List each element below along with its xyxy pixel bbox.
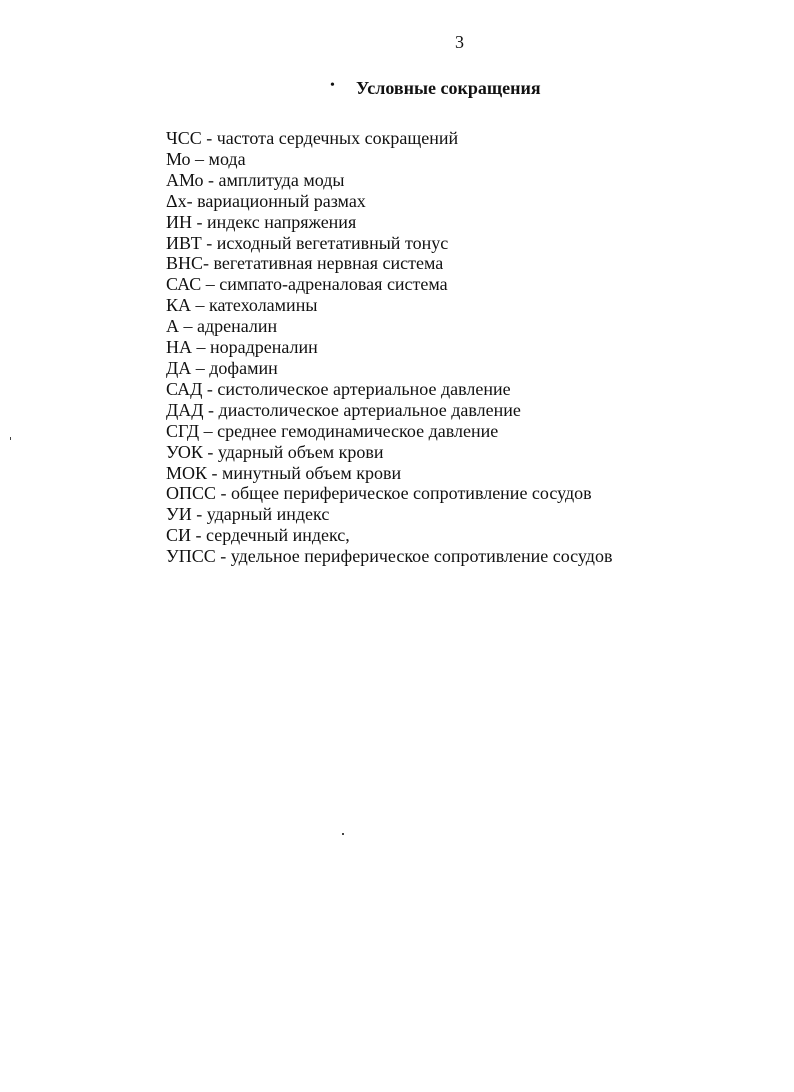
abbreviation-item: КА – катехоламины: [166, 295, 318, 316]
abbreviation-item: ДАД - диастолическое артериальное давление: [166, 399, 521, 420]
scan-speck: [342, 833, 344, 835]
section-title: Условные сокращения: [356, 78, 541, 98]
abbreviation-item: А – адреналин: [166, 316, 278, 337]
abbreviation-item: СИ - сердечный индекс,: [166, 525, 350, 546]
abbreviation-item: УОК - ударный объем крови: [166, 441, 384, 462]
abbreviation-item: НА – норадреналин: [166, 337, 318, 358]
abbreviation-list: [166, 128, 612, 567]
scan-speck: [10, 437, 11, 440]
abbreviation-item: САС – симпато-адреналовая система: [166, 274, 448, 295]
section-heading: [330, 76, 541, 100]
abbreviation-item: УПСС - удельное периферическое сопротивление сосудов: [166, 546, 613, 567]
abbreviation-item: Мо – мода: [166, 148, 246, 169]
abbreviation-item: МОК - минутный объем крови: [166, 462, 402, 483]
abbreviation-item: ВНС- вегетативная нервная система: [166, 253, 444, 274]
abbreviation-item: ИВТ - исходный вегетативный тонус: [166, 232, 449, 253]
bullet-icon: •: [330, 78, 335, 93]
abbreviation-item: АМо - амплитуда моды: [166, 169, 345, 190]
abbreviation-item: ДА – дофамин: [166, 357, 278, 378]
abbreviation-item: ОПСС - общее периферическое сопротивление сосудов: [166, 483, 592, 504]
abbreviation-item: Δх- вариационный размах: [166, 190, 366, 211]
page-number: 3: [455, 32, 464, 52]
abbreviation-item: УИ - ударный индекс: [166, 504, 330, 525]
abbreviation-item: ИН - индекс напряжения: [166, 211, 357, 232]
abbreviation-item: ЧСС - частота сердечных сокращений: [166, 128, 459, 148]
abbreviation-item: САД - систолическое артериальное давление: [166, 378, 511, 399]
abbreviation-item: СГД – среднее гемодинамическое давление: [166, 420, 499, 441]
